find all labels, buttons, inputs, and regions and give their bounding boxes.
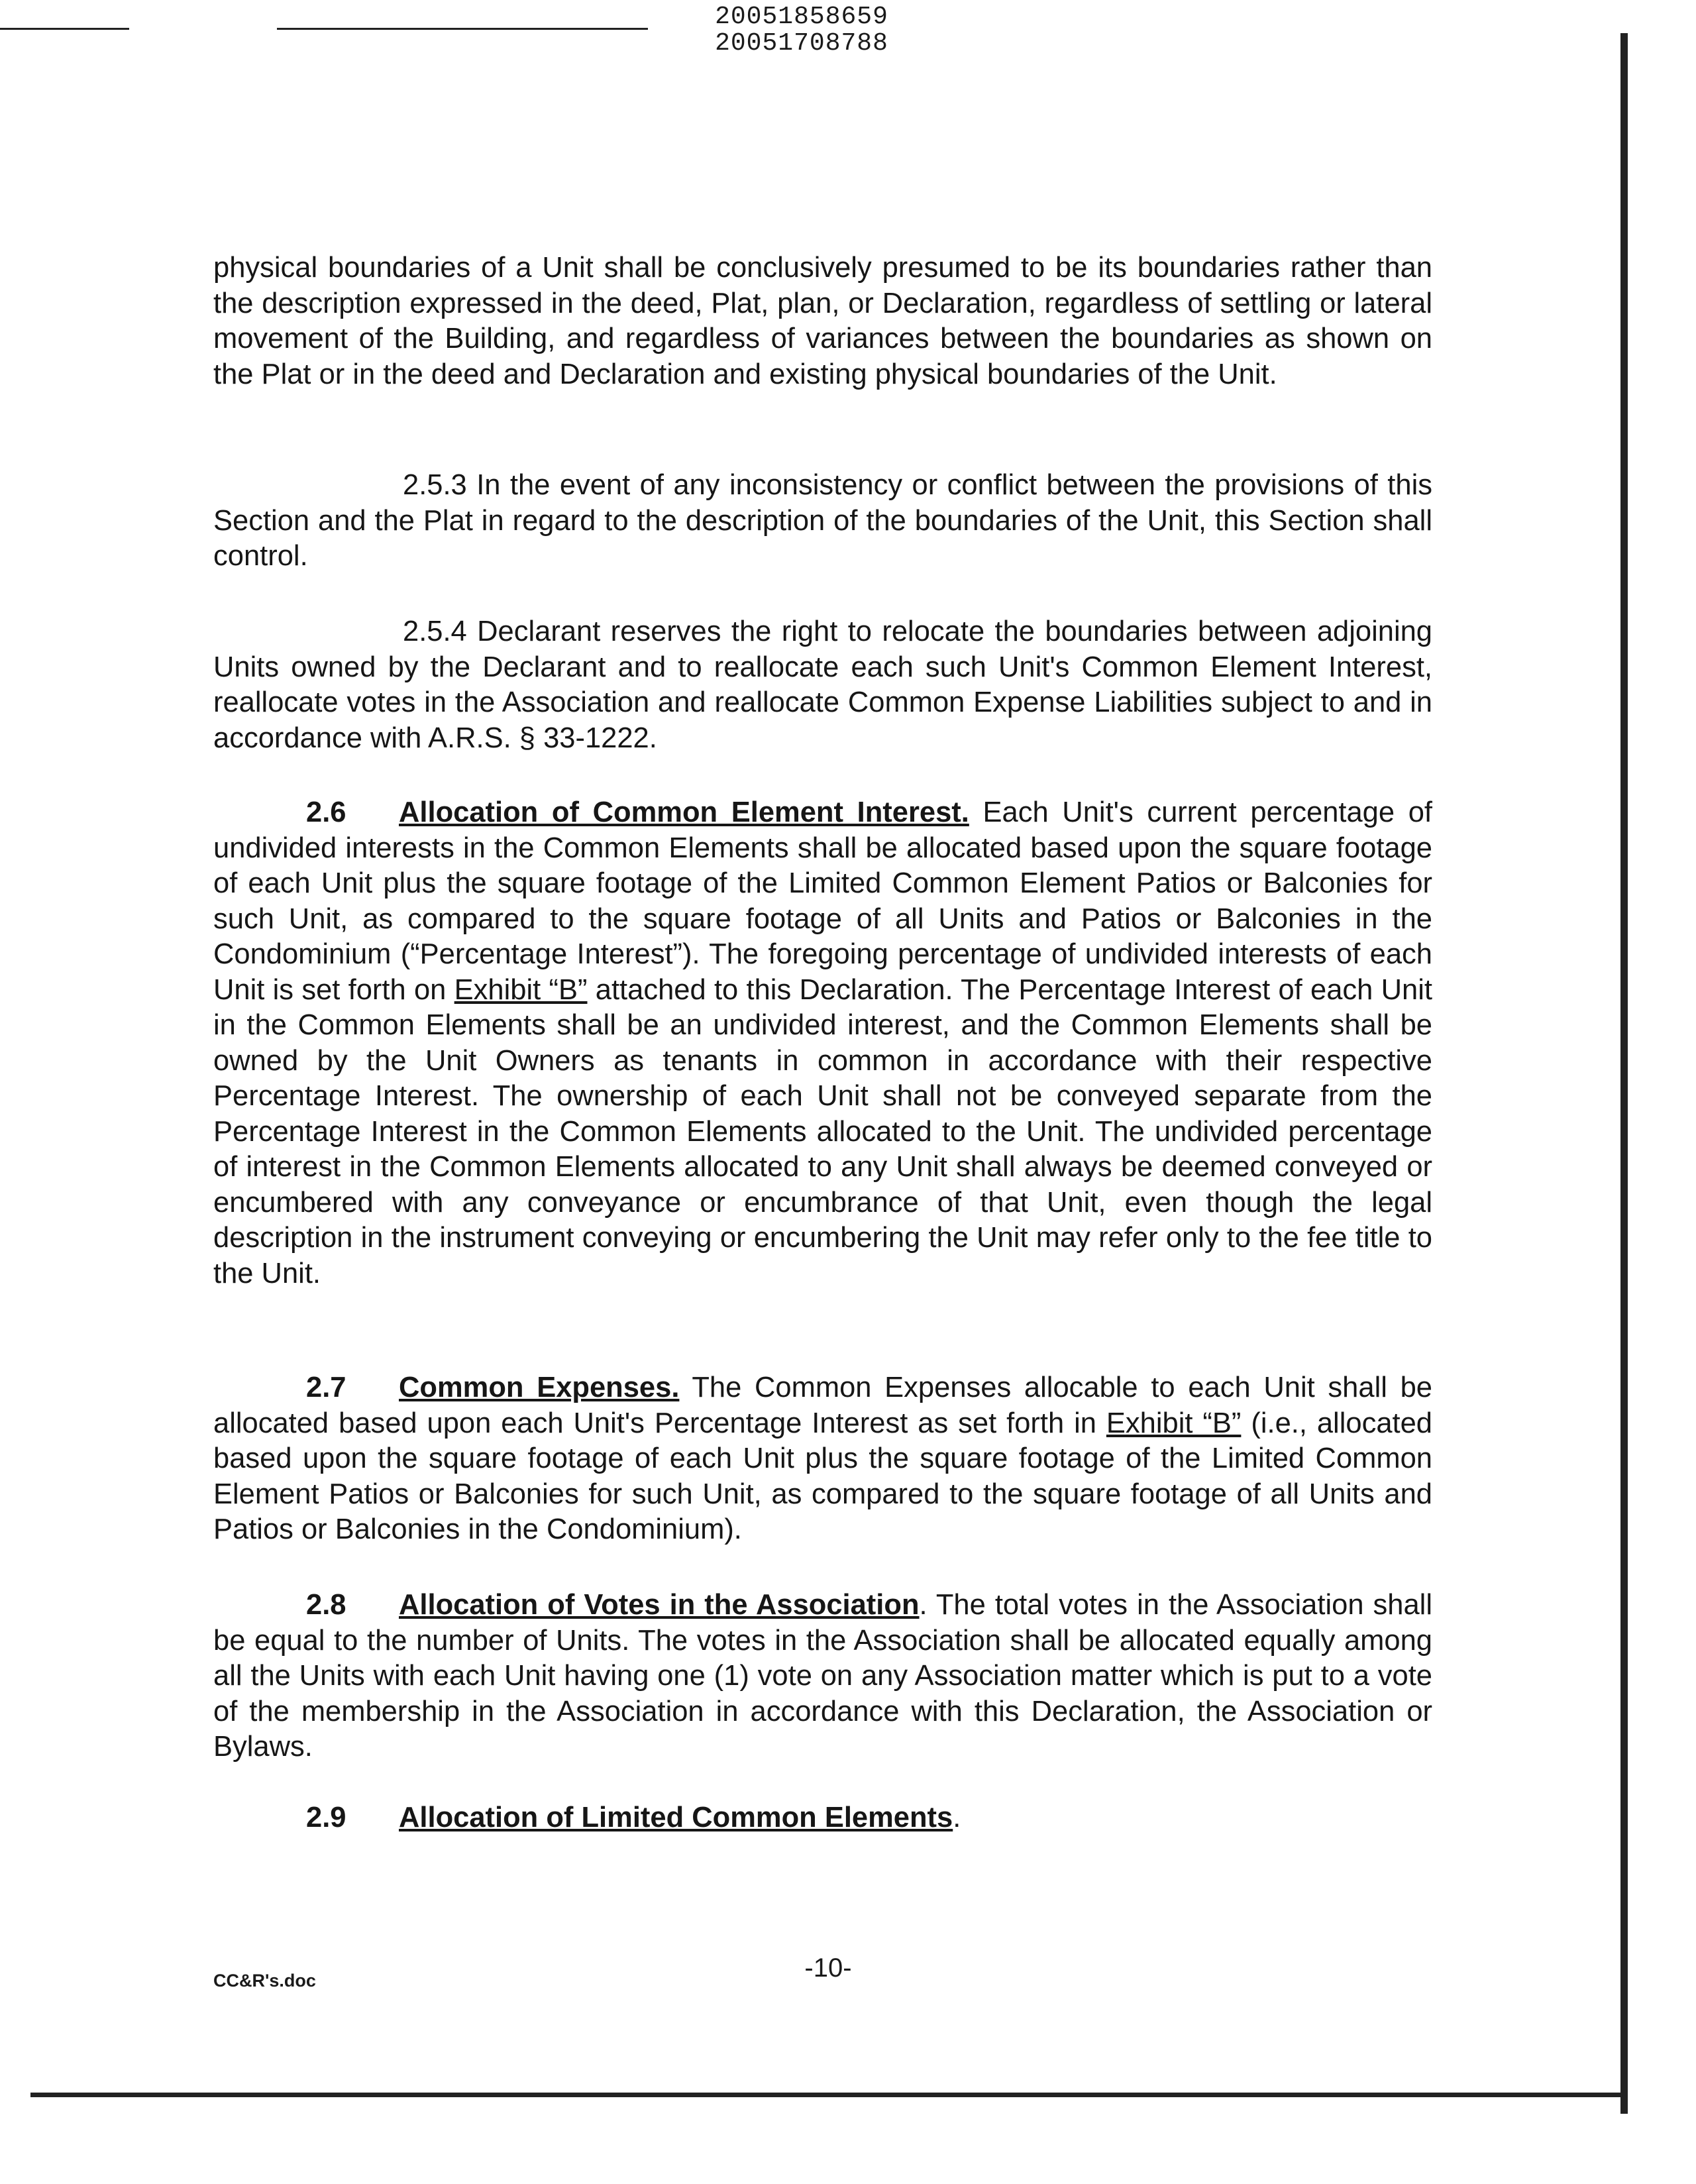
section-2-9 <box>213 1800 1432 1836</box>
paragraph-2-5-4: 2.5.4 Declarant reserves the right to relocate the boundaries between adjoining Units owned by the Declarant and to reallocate each such Unit's Common Element Interest, reallocate votes in the Association and reallocate Common Expense Liabilities subject to and in accordance with A.R.S. § 33-1222. <box>213 616 1432 754</box>
exhibit-reference: Exhibit “B” <box>1106 1407 1242 1439</box>
section-title: Allocation of Common Element Interest. <box>399 796 969 828</box>
document-body-2-5-3 <box>213 468 1432 574</box>
section-title: Common Expenses. <box>399 1372 680 1403</box>
scan-top-left-line <box>0 28 129 30</box>
section-title: Allocation of Limited Common Elements <box>399 1802 953 1833</box>
section-2-7 <box>213 1370 1432 1548</box>
document-header-numbers <box>702 4 901 57</box>
section-text: Each Unit's current percentage of undivided interests in the Common Elements shall be allocated based upon the square footage of each Unit plus the square footage of the Limited Common Element Patios or Balconies for such Unit, as compared to the square footage of all Units and Patios or Balconies in the Condominium (“Percentage Interest”). The foregoing percentage of undivided interests of each Unit is set forth on <box>213 796 1432 1006</box>
paragraph-2-6 <box>213 795 1432 1291</box>
section-number: 2.7 <box>306 1372 346 1403</box>
exhibit-reference: Exhibit “B” <box>454 973 588 1006</box>
scan-bottom-border <box>30 2093 1627 2097</box>
paragraph-boundaries: physical boundaries of a Unit shall be conclusively presumed to be its boundaries rather than the description expressed in the deed, Plat, plan, or Declaration, regardless of settling or lateral movement of the Building, and regardless of variances between the boundaries as shown on the Plat or in the deed and Declaration and existing physical boundaries of the Unit. <box>213 252 1432 390</box>
footer-page-number: -10- <box>804 1953 852 1983</box>
paragraph-2-8 <box>213 1588 1432 1765</box>
scan-top-mid-line <box>277 28 648 30</box>
document-body-2-5-4 <box>213 614 1432 756</box>
document-body <box>213 250 1432 392</box>
section-text-continued: (i.e., allocated based upon the square footage of each Unit plus the square footage of the Limited Common Element Patios or Balconies for such Unit, as compared to the square footage of all Units and Patios or Balconies in the Condominium). <box>213 1407 1432 1545</box>
section-title: Allocation of Votes in the Association <box>399 1589 920 1621</box>
section-text: The Common Expenses allocable to each Unit shall be allocated based upon each Unit's Percentage Interest as set forth in <box>213 1372 1432 1439</box>
recording-number-1: 20051858659 <box>715 3 888 31</box>
paragraph-2-5-3: 2.5.3 In the event of any inconsistency or conflict between the provisions of this Section and the Plat in regard to the description of the boundaries of the Unit, this Section shall control. <box>213 469 1432 572</box>
section-2-6 <box>213 795 1432 1291</box>
section-text: . <box>953 1802 961 1833</box>
paragraph-2-9 <box>213 1800 1432 1836</box>
section-text-continued: attached to this Declaration. The Percentage Interest of each Unit in the Common Elements shall be an undivided interest, and the Common Elements shall be owned by the Unit Owners as tenants in common in accordance with their respective Percentage Interest. The ownership of each Unit shall not be conveyed separate from the Percentage Interest in the Common Elements allocated to the Unit. The undivided percentage of interest in the Common Elements allocated to any Unit shall always be deemed conveyed or encumbered with any conveyance or encumbrance of that Unit, even though the legal description in the instrument conveying or encumbering the Unit may refer only to the fee title to the Unit. <box>213 973 1433 1289</box>
recording-number-2: 20051708788 <box>715 29 888 58</box>
section-number: 2.8 <box>306 1589 346 1621</box>
section-text: . The total votes in the Association shall be equal to the number of Units. The votes in the Association shall be allocated equally among all the Units with each Unit having one (1) vote on any Association matter which is put to a vote of the membership in the Association in accordance with this Declaration, the Association or Bylaws. <box>213 1589 1433 1763</box>
section-number: 2.6 <box>306 796 346 828</box>
paragraph-2-7 <box>213 1370 1432 1548</box>
section-number: 2.9 <box>306 1802 346 1833</box>
section-2-8 <box>213 1588 1432 1765</box>
scan-right-border <box>1620 33 1628 2114</box>
footer-file-name: CC&R's.doc <box>213 1971 316 1991</box>
